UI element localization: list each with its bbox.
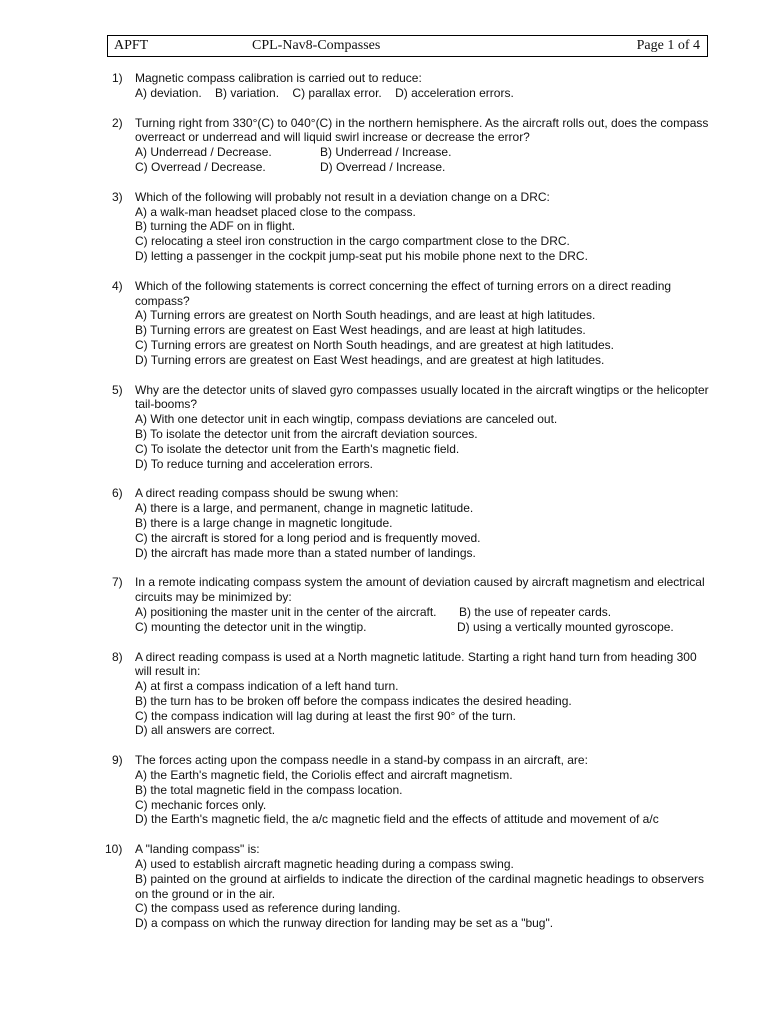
- question-stem: Which of the following statements is correct concerning the effect of turning errors on a direct reading compass?: [135, 278, 672, 308]
- question-6: [112, 486, 712, 560]
- option-b: B) Turning errors are greatest on East West headings, and are least at high latitudes.: [135, 323, 586, 338]
- question-number: 6): [112, 486, 123, 501]
- header-title: CPL-Nav8-Compasses: [252, 38, 381, 53]
- option-b: B) the use of repeater cards.: [459, 604, 612, 619]
- question-7: [112, 575, 712, 634]
- option-b: B) turning the ADF on in flight.: [135, 219, 296, 234]
- question-options: A) deviation. B) variation. C) parallax error. D) acceleration errors.: [135, 85, 514, 100]
- question-number: 9): [112, 753, 123, 768]
- option-a: A) there is a large, and permanent, change in magnetic latitude.: [135, 501, 474, 516]
- question-3: [112, 190, 712, 264]
- page-header: [107, 35, 708, 57]
- option-c: C) the compass used as reference during landing.: [135, 901, 401, 916]
- header-org: APFT: [114, 38, 149, 53]
- question-stem: A direct reading compass is used at a North magnetic latitude. Starting a right hand turn from heading 300 will result in:: [135, 649, 697, 679]
- question-stem: Turning right from 330°(C) to 040°(C) in the northern hemisphere. As the aircraft rolls out, does the compass overreact or underread and will liquid swirl increase or decrease the error?: [135, 115, 709, 145]
- question-2: [112, 116, 712, 175]
- question-number: 8): [112, 649, 123, 664]
- question-number: 2): [112, 115, 123, 130]
- option-c: C) To isolate the detector unit from the Earth's magnetic field.: [135, 441, 460, 456]
- option-c: C) mounting the detector unit in the wingtip.: [135, 619, 367, 634]
- option-row: [135, 620, 712, 635]
- question-number: 3): [112, 189, 123, 204]
- option-c: C) relocating a steel iron construction in the cargo compartment close to the DRC.: [135, 234, 570, 249]
- option-a: A) Turning errors are greatest on North South headings, and are least at high latitudes.: [135, 308, 596, 323]
- question-stem: A direct reading compass should be swung when:: [135, 486, 399, 501]
- option-c: C) the compass indication will lag during at least the first 90° of the turn.: [135, 708, 516, 723]
- option-c: C) Overread / Decrease.: [135, 159, 266, 174]
- option-a: A) the Earth's magnetic field, the Coriolis effect and aircraft magnetism.: [135, 768, 513, 783]
- option-d: D) a compass on which the runway direction for landing may be set as a "bug".: [135, 916, 554, 931]
- question-10: [105, 842, 712, 931]
- question-number: 1): [112, 71, 123, 85]
- option-a: A) used to establish aircraft magnetic heading during a compass swing.: [135, 857, 514, 872]
- question-5: [112, 383, 712, 472]
- option-a: A) a walk-man headset placed close to the compass.: [135, 204, 416, 219]
- question-stem: Magnetic compass calibration is carried out to reduce:: [135, 71, 422, 85]
- header-page-number: Page 1 of 4: [636, 38, 700, 53]
- option-d: D) letting a passenger in the cockpit jump-seat put his mobile phone next to the DRC.: [135, 248, 588, 263]
- question-number: 7): [112, 575, 123, 590]
- option-d: D) all answers are correct.: [135, 723, 276, 738]
- question-stem: Which of the following will probably not result in a deviation change on a DRC:: [135, 189, 550, 204]
- option-row: [135, 605, 712, 620]
- option-c: C) mechanic forces only.: [135, 797, 267, 812]
- option-d: D) the aircraft has made more than a stated number of landings.: [135, 545, 476, 560]
- question-1: [112, 71, 712, 101]
- option-d: D) Turning errors are greatest on East West headings, and are greatest at high latitudes.: [135, 352, 605, 367]
- option-row: [135, 160, 712, 175]
- option-d: D) the Earth's magnetic field, the a/c magnetic field and the effects of attitude and movement of a/c: [135, 812, 659, 827]
- option-a: A) With one detector unit in each wingtip, compass deviations are canceled out.: [135, 412, 558, 427]
- option-a: A) Underread / Decrease.: [135, 145, 272, 160]
- question-9: [112, 753, 712, 827]
- question-number: 5): [112, 382, 123, 397]
- option-a: A) positioning the master unit in the center of the aircraft.: [135, 604, 437, 619]
- option-d: D) To reduce turning and acceleration errors.: [135, 456, 373, 471]
- question-stem: A "landing compass" is:: [135, 842, 260, 857]
- option-d: D) using a vertically mounted gyroscope.: [457, 619, 674, 634]
- option-b: B) the total magnetic field in the compass location.: [135, 782, 403, 797]
- option-d: D) Overread / Increase.: [320, 159, 446, 174]
- question-stem: Why are the detector units of slaved gyro compasses usually located in the aircraft wingtips or the helicopter tail-booms?: [135, 382, 709, 412]
- option-b: B) Underread / Increase.: [320, 145, 452, 160]
- option-c: C) Turning errors are greatest on North South headings, and are greatest at high latitudes.: [135, 337, 614, 352]
- question-stem: In a remote indicating compass system the amount of deviation caused by aircraft magnetism and electrical circuits may be minimized by:: [135, 575, 705, 605]
- option-b: B) the turn has to be broken off before the compass indicates the desired heading.: [135, 693, 572, 708]
- question-stem: The forces acting upon the compass needle in a stand-by compass in an aircraft, are:: [135, 753, 588, 768]
- option-a: A) at first a compass indication of a left hand turn.: [135, 679, 399, 694]
- question-number: 4): [112, 278, 123, 293]
- option-b: B) To isolate the detector unit from the aircraft deviation sources.: [135, 426, 478, 441]
- question-number: 10): [105, 842, 123, 857]
- question-list: [105, 71, 712, 946]
- option-c: C) the aircraft is stored for a long period and is frequently moved.: [135, 530, 481, 545]
- question-4: [112, 279, 712, 368]
- option-b: B) painted on the ground at airfields to indicate the direction of the cardinal magnetic headings to observers on the ground or in the air.: [135, 871, 705, 901]
- question-8: [112, 650, 712, 739]
- option-b: B) there is a large change in magnetic longitude.: [135, 515, 393, 530]
- option-row: [135, 145, 712, 160]
